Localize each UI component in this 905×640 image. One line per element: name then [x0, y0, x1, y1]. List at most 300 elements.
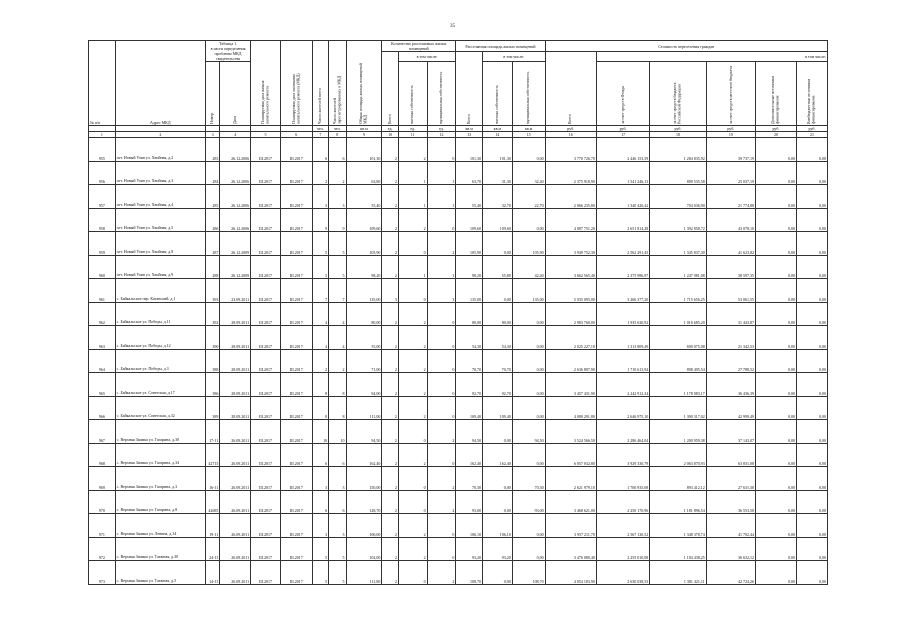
- residents-cell: 4: [312, 326, 328, 350]
- apt-municipal-cell: 2: [427, 420, 456, 444]
- cost-fund-cell: 2 567 130,52: [596, 514, 649, 538]
- area-municipal-cell: 105,90: [512, 232, 545, 256]
- area-municipal-cell: 0,00: [512, 326, 545, 350]
- area-private-cell: 31,30: [482, 161, 512, 185]
- area-municipal-cell: 32,40: [512, 161, 545, 185]
- apt-private-cell: 2: [398, 138, 427, 162]
- area-municipal-cell: 0,00: [512, 514, 545, 538]
- plan-start-cell: III.2017: [251, 302, 281, 326]
- doc-date-cell: 28.09.2011: [220, 326, 251, 350]
- cost-local-cell: 36 632,12: [706, 537, 755, 561]
- table-row: [89, 326, 828, 350]
- doc-number-cell: 287: [205, 232, 219, 256]
- cost-extra-cell: 0,00: [755, 467, 796, 491]
- apt-total-cell: 2: [382, 396, 398, 420]
- cost-extra-cell: 0,00: [755, 208, 796, 232]
- table-row: [89, 396, 828, 420]
- apt-total-cell: 2: [382, 349, 398, 373]
- area-total-cell: 70,70: [456, 349, 483, 373]
- cost-local-cell: 53 061,55: [706, 279, 755, 303]
- doc-number-cell: 286: [205, 208, 219, 232]
- cost-region-cell: 1 200 959,38: [650, 420, 706, 444]
- apt-total-cell: 2: [382, 161, 398, 185]
- row-number-cell: 973: [89, 561, 116, 585]
- area-municipal-cell: 0,00: [512, 373, 545, 397]
- residents-cell: 4: [312, 302, 328, 326]
- total-area-cell: 111,00: [346, 396, 382, 420]
- doc-date-cell: 26.12.2009: [220, 255, 251, 279]
- row-number-cell: 972: [89, 537, 116, 561]
- column-number-row-cell: 19: [706, 132, 755, 138]
- cost-other-cell: 0,00: [796, 161, 827, 185]
- cost-local-cell: 21 774,88: [706, 185, 755, 209]
- plan-start-cell: III.2017: [251, 443, 281, 467]
- cost-local-cell: 63 831,08: [706, 443, 755, 467]
- cost-other-cell: 0,00: [796, 420, 827, 444]
- residents-mkd-cell: 3: [329, 467, 346, 491]
- area-private-cell: 80,00: [482, 302, 512, 326]
- col-cost-local-header: за счет средств местного бюджета: [706, 62, 755, 126]
- doc-number-cell: 24-11: [205, 537, 219, 561]
- area-municipal-cell: 135,00: [512, 279, 545, 303]
- row-number-cell: 955: [89, 138, 116, 162]
- residents-cell: 5: [312, 561, 328, 585]
- doc-number-cell: 284: [205, 161, 219, 185]
- address-cell: пгт. Новый Уоян ул. Хвойная, д.8: [115, 232, 205, 256]
- area-private-cell: 70,70: [482, 349, 512, 373]
- address-cell: с. Верхняя Заимка ул. Таежная, д.30: [115, 537, 205, 561]
- col-residents-mkd-header: Число жителей зарегистрированных в МКД: [329, 41, 346, 126]
- units-row-cell: кв.м: [456, 126, 483, 132]
- residents-mkd-cell: 6: [329, 443, 346, 467]
- units-row-cell: ед.: [398, 126, 427, 132]
- area-municipal-cell: 42,40: [512, 255, 545, 279]
- row-number-cell: 968: [89, 443, 116, 467]
- cost-total-cell: 3 957 211,70: [545, 514, 596, 538]
- plan-start-cell: III.2017: [251, 161, 281, 185]
- residents-mkd-cell: 7: [329, 279, 346, 303]
- cost-other-cell: 0,00: [796, 326, 827, 350]
- cost-total-cell: 2 066 235,80: [545, 185, 596, 209]
- residents-cell: 9: [312, 208, 328, 232]
- apt-private-cell: 2: [398, 373, 427, 397]
- area-private-cell: 55,80: [482, 255, 512, 279]
- doc-date-cell: 28.09.2011: [220, 349, 251, 373]
- doc-date-cell: 26.12.2006: [220, 208, 251, 232]
- doc-date-cell: 26.09.2011: [220, 561, 251, 585]
- apt-private-cell: 0: [398, 561, 427, 585]
- plan-start-cell: III.2017: [251, 255, 281, 279]
- cost-region-cell: 1 284 835,92: [650, 138, 706, 162]
- doc-date-cell: 26.12.2006: [220, 185, 251, 209]
- column-number-row-cell: 20: [755, 132, 796, 138]
- cost-local-cell: 42 724,26: [706, 561, 755, 585]
- col-residents-header: Число жителей всего: [312, 41, 328, 126]
- apt-municipal-cell: 0: [427, 373, 456, 397]
- total-area-cell: 63,80: [346, 161, 382, 185]
- plan-end-cell: III.2017: [280, 490, 312, 514]
- area-municipal-cell: 108,70: [512, 561, 545, 585]
- residents-mkd-cell: 10: [329, 420, 346, 444]
- total-area-cell: 55,40: [346, 185, 382, 209]
- address-cell: пгт. Новый Уоян ул. Хвойная, д.9: [115, 255, 205, 279]
- total-area-cell: 101,30: [346, 138, 382, 162]
- apt-municipal-cell: 2: [427, 467, 456, 491]
- total-area-cell: 106,00: [346, 514, 382, 538]
- page-number: 35: [450, 24, 455, 29]
- resettlement-table: [88, 40, 828, 585]
- column-number-row-cell: 17: [596, 132, 649, 138]
- doc-number-cell: 42685: [205, 490, 219, 514]
- apt-municipal-cell: 0: [427, 138, 456, 162]
- plan-end-cell: III.2017: [280, 302, 312, 326]
- area-private-cell: 93,20: [482, 537, 512, 561]
- table-body: [89, 126, 828, 585]
- area-total-cell: 106,10: [456, 514, 483, 538]
- table-row: [89, 232, 828, 256]
- col-num-header: № п/п: [89, 41, 116, 126]
- col-total-area-header: Общая площадь жилых помещений МКД: [346, 41, 382, 126]
- cost-total-cell: 2 375 918,90: [545, 161, 596, 185]
- units-row-cell: кв.м: [512, 126, 545, 132]
- plan-end-cell: III.2017: [280, 537, 312, 561]
- cost-total-cell: 2 983 760,00: [545, 302, 596, 326]
- total-area-cell: 102,00: [346, 537, 382, 561]
- apt-municipal-cell: 0: [427, 537, 456, 561]
- total-area-cell: 135,00: [346, 279, 382, 303]
- apt-municipal-cell: 1: [427, 255, 456, 279]
- cost-local-cell: 39 737,19: [706, 138, 755, 162]
- cost-region-cell: 1 181 896,54: [650, 490, 706, 514]
- cost-extra-cell: 0,00: [755, 255, 796, 279]
- table-row: [89, 443, 828, 467]
- cost-total-cell: 3 468 621,00: [545, 490, 596, 514]
- area-total-cell: 135,00: [456, 279, 483, 303]
- row-number-cell: 960: [89, 255, 116, 279]
- address-cell: с. Байкальское пер. Катанский, д.1: [115, 279, 205, 303]
- area-municipal-cell: 0,00: [512, 349, 545, 373]
- row-number-cell: 970: [89, 490, 116, 514]
- cost-extra-cell: 0,00: [755, 161, 796, 185]
- cost-fund-cell: 2 375 986,97: [596, 255, 649, 279]
- col-area-municipal-header: муниципальная собственность: [512, 62, 545, 126]
- row-number-cell: 964: [89, 349, 116, 373]
- address-cell: с. Байкальское ул. Советская, д.17: [115, 373, 205, 397]
- cost-region-cell: 1 348 378,74: [650, 514, 706, 538]
- residents-mkd-cell: 2: [329, 161, 346, 185]
- address-cell: с. Верхняя Заимка ул. Гагарина, д.34: [115, 443, 205, 467]
- residents-mkd-cell: 3: [329, 185, 346, 209]
- residents-cell: 8: [312, 396, 328, 420]
- residents-mkd-cell: 9: [329, 208, 346, 232]
- cost-region-cell: 809 535,58: [650, 161, 706, 185]
- column-number-row-cell: 11: [398, 132, 427, 138]
- area-private-cell: 109,60: [482, 208, 512, 232]
- column-number-row-cell: 6: [280, 132, 312, 138]
- doc-number-cell: 14-11: [205, 561, 219, 585]
- doc-number-cell: 386: [205, 373, 219, 397]
- cost-fund-cell: 3 929 330,79: [596, 443, 649, 467]
- apt-municipal-cell: 2: [427, 561, 456, 585]
- doc-date-cell: 26.09.2011: [220, 490, 251, 514]
- area-private-cell: 109,40: [482, 396, 512, 420]
- units-row-cell: руб.: [755, 126, 796, 132]
- doc-date-cell: 26.09.2011: [220, 514, 251, 538]
- col-cost-total-header: Всего: [545, 52, 596, 126]
- table-row: [89, 279, 828, 303]
- cost-fund-cell: 3 266 377,20: [596, 279, 649, 303]
- doc-number-cell: 42715: [205, 443, 219, 467]
- doc-number-cell: 388: [205, 349, 219, 373]
- column-number-row-cell: 2: [115, 132, 205, 138]
- plan-end-cell: III.2017: [280, 420, 312, 444]
- cost-fund-cell: 2 255 010,08: [596, 537, 649, 561]
- total-area-cell: 111,80: [346, 561, 382, 585]
- apt-total-cell: 2: [382, 138, 398, 162]
- cost-local-cell: 21 342,53: [706, 326, 755, 350]
- plan-start-cell: III.2017: [251, 279, 281, 303]
- cost-other-cell: 0,00: [796, 514, 827, 538]
- cost-extra-cell: 0,00: [755, 561, 796, 585]
- address-cell: пгт. Новый Уоян ул. Хвойная, д.4: [115, 185, 205, 209]
- apt-total-cell: 2: [382, 467, 398, 491]
- apt-municipal-cell: 0: [427, 443, 456, 467]
- address-cell: с. Верхняя Заимка ул. Гагарина, д.3: [115, 467, 205, 491]
- apt-municipal-cell: 1: [427, 161, 456, 185]
- plan-end-cell: III.2017: [280, 208, 312, 232]
- column-number-row-cell: 12: [427, 132, 456, 138]
- table-row: [89, 561, 828, 585]
- residents-mkd-cell: 8: [329, 396, 346, 420]
- area-municipal-cell: 22,70: [512, 185, 545, 209]
- plan-end-cell: III.2017: [280, 255, 312, 279]
- cost-region-cell: 898 495,54: [650, 349, 706, 373]
- plan-start-cell: III.2017: [251, 467, 281, 491]
- cost-region-cell: 1 184 438,25: [650, 537, 706, 561]
- column-number-row-cell: 13: [456, 132, 483, 138]
- area-total-cell: 55,40: [456, 185, 483, 209]
- apartments-sub-header: в том числе:: [398, 52, 455, 62]
- area-municipal-cell: 94,50: [512, 420, 545, 444]
- units-row-cell: руб.: [796, 126, 827, 132]
- apt-total-cell: 2: [382, 326, 398, 350]
- doc-number-cell: 393: [205, 279, 219, 303]
- area-group-header: Расселяемая площадь жилых помещений: [456, 41, 545, 52]
- col-apt-municipal-header: муниципальная собственность: [427, 62, 456, 126]
- area-total-cell: 101,30: [456, 138, 483, 162]
- column-number-row-cell: 10: [382, 132, 398, 138]
- row-number-cell: 959: [89, 232, 116, 256]
- residents-cell: 3: [312, 467, 328, 491]
- area-total-cell: 70,30: [456, 467, 483, 491]
- cost-other-cell: 0,00: [796, 490, 827, 514]
- doc-date-cell: 26.12.2006: [220, 138, 251, 162]
- cost-other-cell: 0,00: [796, 138, 827, 162]
- table-row: [89, 420, 828, 444]
- residents-mkd-cell: 5: [329, 537, 346, 561]
- cost-local-cell: 43 078,10: [706, 208, 755, 232]
- cost-total-cell: 4 054 183,90: [545, 561, 596, 585]
- plan-end-cell: III.2017: [280, 326, 312, 350]
- cost-region-cell: 1 247 981,08: [650, 255, 706, 279]
- cost-other-cell: 0,00: [796, 561, 827, 585]
- cost-fund-cell: 1 541 246,13: [596, 161, 649, 185]
- total-area-cell: 55,00: [346, 326, 382, 350]
- area-total-cell: 105,90: [456, 232, 483, 256]
- apt-municipal-cell: 0: [427, 349, 456, 373]
- apt-total-cell: 2: [382, 420, 398, 444]
- residents-mkd-cell: 5: [329, 255, 346, 279]
- cost-fund-cell: 2 286 464,04: [596, 420, 649, 444]
- area-private-cell: 92,70: [482, 373, 512, 397]
- col-doc-date-header: Дата: [220, 62, 251, 126]
- doc-number-cell: 283: [205, 138, 219, 162]
- total-area-cell: 71,00: [346, 349, 382, 373]
- plan-start-cell: III.2017: [251, 138, 281, 162]
- plan-end-cell: III.2017: [280, 349, 312, 373]
- plan-end-cell: III.2017: [280, 185, 312, 209]
- plan-start-cell: III.2017: [251, 490, 281, 514]
- plan-start-cell: III.2017: [251, 537, 281, 561]
- cost-fund-cell: 1 935 630,92: [596, 302, 649, 326]
- residents-cell: 5: [312, 255, 328, 279]
- table-row: [89, 467, 828, 491]
- plan-end-cell: III.2017: [280, 561, 312, 585]
- total-area-cell: 128,70: [346, 490, 382, 514]
- apt-total-cell: 3: [382, 279, 398, 303]
- col-cost-region-header: за счет средств бюджета Российской Федерации: [650, 62, 706, 126]
- plan-end-cell: III.2017: [280, 467, 312, 491]
- cost-other-cell: 0,00: [796, 537, 827, 561]
- column-number-row-cell: 7: [312, 132, 328, 138]
- column-number-row-cell: 16: [545, 132, 596, 138]
- cost-extra-cell: 0,00: [755, 490, 796, 514]
- table-row: [89, 490, 828, 514]
- apt-private-cell: 2: [398, 349, 427, 373]
- residents-cell: 3: [312, 185, 328, 209]
- table-row: [89, 185, 828, 209]
- cost-extra-cell: 0,00: [755, 373, 796, 397]
- row-number-cell: 965: [89, 373, 116, 397]
- cost-extra-cell: 0,00: [755, 537, 796, 561]
- cost-total-cell: 3 770 726,70: [545, 138, 596, 162]
- cost-total-cell: 3 457 431,90: [545, 373, 596, 397]
- doc-date-cell: 26.09.2011: [220, 443, 251, 467]
- apt-private-cell: 2: [398, 302, 427, 326]
- total-area-cell: 150,00: [346, 467, 382, 491]
- table-row: [89, 302, 828, 326]
- cost-region-cell: 2 063 870,93: [650, 443, 706, 467]
- doc-number-cell: 389: [205, 396, 219, 420]
- col-area-total-header: Всего: [456, 52, 483, 126]
- residents-cell: 8: [312, 373, 328, 397]
- address-cell: с. Верхняя Заимка ул. Таежная, д.5: [115, 561, 205, 585]
- area-total-cell: 93,00: [456, 490, 483, 514]
- row-number-cell: 957: [89, 185, 116, 209]
- doc-number-cell: 16-11: [205, 467, 219, 491]
- cost-region-cell: 1 016 685,20: [650, 302, 706, 326]
- row-number-cell: 958: [89, 208, 116, 232]
- cost-region-cell: 704 036,90: [650, 185, 706, 209]
- apt-municipal-cell: 2: [427, 232, 456, 256]
- cost-extra-cell: 0,00: [755, 443, 796, 467]
- area-sub-header: в том числе:: [482, 52, 545, 62]
- cost-fund-cell: 2 646 975,10: [596, 396, 649, 420]
- row-number-cell: 967: [89, 420, 116, 444]
- plan-start-cell: III.2017: [251, 396, 281, 420]
- plan-start-cell: III.2017: [251, 514, 281, 538]
- column-number-row-cell: 21: [796, 132, 827, 138]
- column-number-row-cell: 9: [346, 132, 382, 138]
- table-row: [89, 537, 828, 561]
- residents-cell: 6: [312, 490, 328, 514]
- cost-local-cell: 42 999,49: [706, 396, 755, 420]
- col-address-header: Адрес МКД: [115, 41, 205, 126]
- plan-end-cell: III.2017: [280, 279, 312, 303]
- cost-extra-cell: 0,00: [755, 349, 796, 373]
- apt-total-cell: 2: [382, 208, 398, 232]
- apartments-group-header: Количество расселяемых жилых помещений: [382, 41, 456, 52]
- table-row: [89, 255, 828, 279]
- residents-cell: 6: [312, 443, 328, 467]
- cost-fund-cell: 2 630 038,53: [596, 561, 649, 585]
- cost-total-cell: 3 949 752,30: [545, 232, 596, 256]
- doc-date-cell: 26.09.2011: [220, 467, 251, 491]
- cost-region-cell: 1 715 656,25: [650, 279, 706, 303]
- cost-sub-header: в том числе:: [596, 52, 827, 62]
- col-plan-end-header: Планируемая дата окончания капитального ремонта (МКД): [280, 41, 312, 126]
- cost-other-cell: 0,00: [796, 255, 827, 279]
- plan-end-cell: III.2017: [280, 138, 312, 162]
- residents-cell: 6: [312, 138, 328, 162]
- address-cell: с. Байкальское ул. Победы, д.11: [115, 302, 205, 326]
- address-cell: с. Верхняя Заимка ул. Гагарина, д.8: [115, 490, 205, 514]
- table-header: [89, 41, 828, 126]
- units-row-cell: руб.: [650, 126, 706, 132]
- apt-private-cell: 2: [398, 208, 427, 232]
- doc-date-cell: 26.09.2011: [220, 537, 251, 561]
- cost-other-cell: 0,00: [796, 302, 827, 326]
- residents-cell: 5: [312, 232, 328, 256]
- cost-other-cell: 0,00: [796, 279, 827, 303]
- cost-local-cell: 27 788,52: [706, 349, 755, 373]
- col-cost-fund-header: за счет средств Фонда: [596, 62, 649, 126]
- total-area-cell: 105,90: [346, 232, 382, 256]
- plan-start-cell: III.2017: [251, 349, 281, 373]
- address-cell: с. Верхняя Заимка ул. Гагарина, д.30: [115, 420, 205, 444]
- cost-other-cell: 0,00: [796, 467, 827, 491]
- apt-municipal-cell: 3: [427, 279, 456, 303]
- total-area-cell: 94,50: [346, 420, 382, 444]
- row-number-cell: 969: [89, 467, 116, 491]
- cost-region-cell: 1 392 858,72: [650, 208, 706, 232]
- apt-total-cell: 2: [382, 232, 398, 256]
- table-row: [89, 138, 828, 162]
- cost-other-cell: 0,00: [796, 443, 827, 467]
- cost-local-cell: 31 443,87: [706, 302, 755, 326]
- apt-private-cell: 2: [398, 396, 427, 420]
- plan-end-cell: III.2017: [280, 373, 312, 397]
- area-total-cell: 109,60: [456, 208, 483, 232]
- cost-extra-cell: 0,00: [755, 302, 796, 326]
- column-number-row-cell: 1: [89, 132, 116, 138]
- column-number-row-cell: 14: [482, 132, 512, 138]
- table-row: [89, 373, 828, 397]
- cost-other-cell: 0,00: [796, 185, 827, 209]
- plan-start-cell: III.2017: [251, 420, 281, 444]
- row-number-cell: 966: [89, 396, 116, 420]
- cost-total-cell: 2 025 227,10: [545, 326, 596, 350]
